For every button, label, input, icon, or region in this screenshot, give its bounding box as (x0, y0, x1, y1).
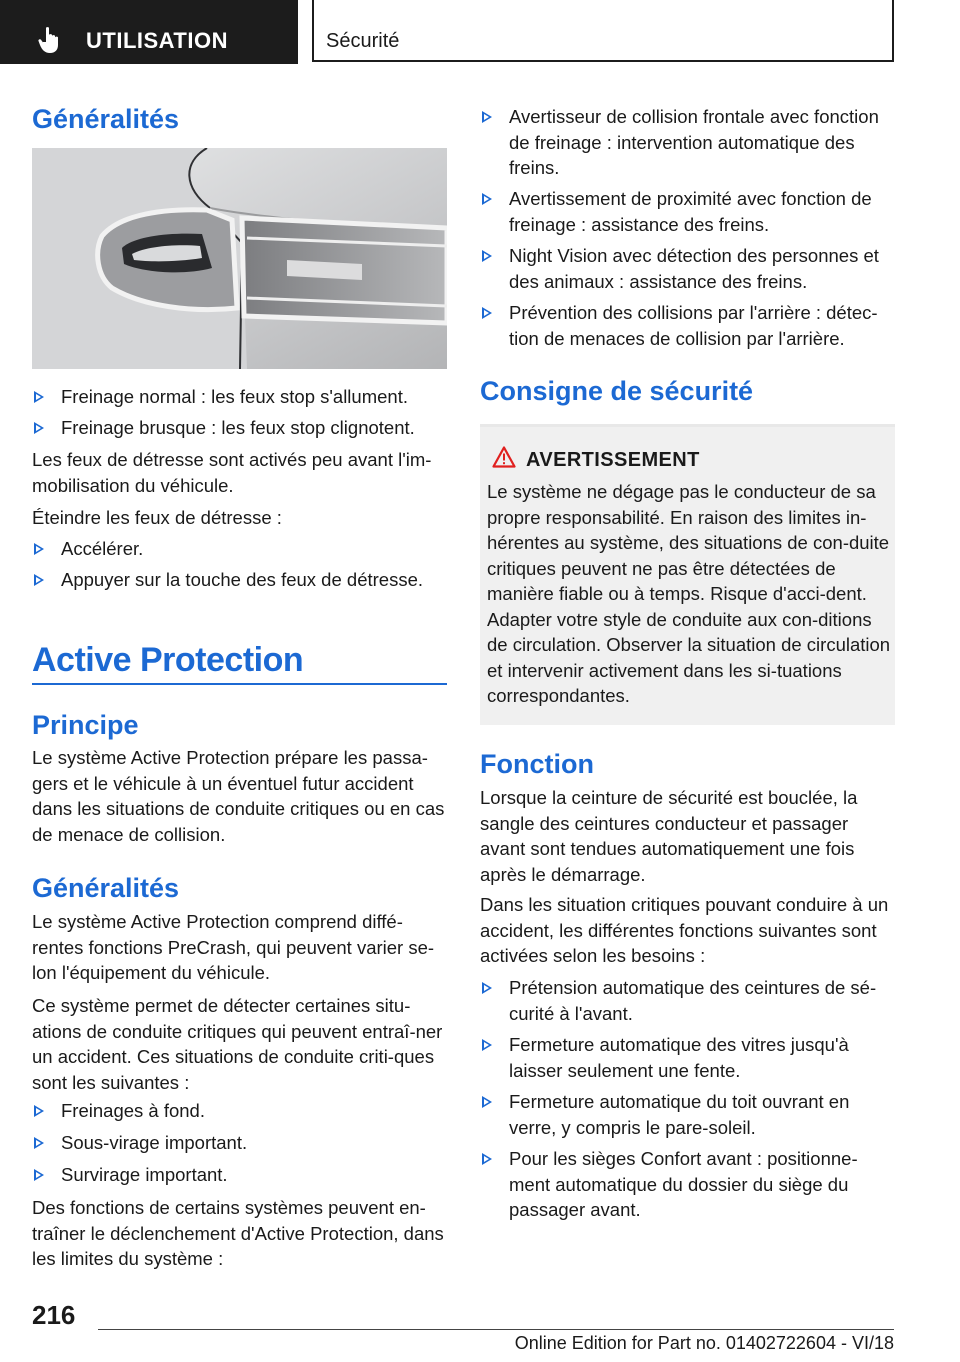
list-item (480, 1089, 895, 1140)
footer-divider (98, 1329, 894, 1330)
list-item-text: Appuyer sur la touche des feux de détresse. (61, 569, 423, 590)
generalites-heading: Généralités (32, 104, 180, 134)
list-item (32, 536, 447, 562)
section-header (312, 0, 894, 62)
paragraph: Éteindre les feux de détresse : (32, 507, 282, 528)
list-item (480, 300, 895, 351)
chapter-label: UTILISATION (86, 28, 228, 53)
fonction-heading: Fonction (480, 749, 594, 779)
list-item (480, 975, 895, 1026)
list-item-text: Freinage brusque : les feux stop clignotent. (61, 417, 415, 438)
list-item (32, 1098, 447, 1124)
bullet-triangle-icon (34, 1169, 44, 1181)
bullet-triangle-icon (482, 307, 492, 319)
section-label: Sécurité (326, 30, 400, 52)
warning-title: AVERTISSEMENT (526, 449, 700, 471)
paragraph: Des fonctions de certains systèmes peuvent en-traîner le déclenchement d'Active Protection, dans les limites du système : (32, 1197, 444, 1269)
chapter-tab[interactable] (0, 0, 298, 64)
paragraph: Les feux de détresse sont activés peu avant l'im-mobilisation du véhicule. (32, 449, 432, 496)
list-item (32, 1130, 447, 1156)
warning-triangle-icon (492, 446, 516, 468)
paragraph: Dans les situation critiques pouvant conduire à un accident, les différentes fonctions suivantes sont activées selon les besoins : (480, 894, 889, 966)
bullet-triangle-icon (34, 574, 44, 586)
generalites2-heading: Généralités (32, 873, 180, 903)
list-item (32, 567, 447, 593)
list-item (32, 1162, 447, 1188)
list-item-text: Fermeture automatique des vitres jusqu'à laisser seulement une fente. (509, 1034, 849, 1081)
bullet-triangle-icon (34, 422, 44, 434)
paragraph: Lorsque la ceinture de sécurité est bouclée, la sangle des ceintures conducteur et passager avant sont tendues automatiquement une fois après le démarrage. (480, 787, 858, 885)
bullet-triangle-icon (482, 1039, 492, 1051)
consigne-heading: Consigne de sécurité (480, 376, 754, 406)
list-item-text: Night Vision avec détection des personnes et des animaux : assistance des freins. (509, 245, 879, 292)
list-item-text: Freinage normal : les feux stop s'allument. (61, 386, 408, 407)
list-item-text: Avertisseur de collision frontale avec fonction de freinage : intervention automatique des freins. (509, 106, 879, 178)
list-item (480, 186, 895, 237)
list-item-text: Freinages à fond. (61, 1100, 205, 1121)
paragraph: Ce système permet de détecter certaines situ-ations de conduite critiques qui peuvent entraî-ner un accident. Ces situations de conduite criti-ques sont les suivantes : (32, 995, 443, 1093)
taillight-illustration (32, 148, 447, 369)
bullet-triangle-icon (34, 543, 44, 555)
bullet-triangle-icon (482, 1096, 492, 1108)
bullet-triangle-icon (482, 982, 492, 994)
page-number: 216 (32, 1300, 76, 1330)
list-item-text: Pour les sièges Confort avant : positionne-ment automatique du dossier du siège du passager avant. (509, 1148, 858, 1220)
list-item-text: Avertissement de proximité avec fonction de freinage : assistance des freins. (509, 188, 872, 235)
bullet-triangle-icon (482, 250, 492, 262)
principe-heading: Principe (32, 710, 139, 740)
list-item (480, 1146, 895, 1223)
paragraph: Le système Active Protection prépare les passa-gers et le véhicule à un éventuel futur accident dans les situations de conduite critiques ou en cas de menace de collision. (32, 747, 445, 845)
list-item (480, 243, 895, 294)
list-item (480, 104, 895, 181)
list-item-text: Prévention des collisions par l'arrière : détec-tion de menaces de collision par l'arrière. (509, 302, 878, 349)
bullet-triangle-icon (482, 1153, 492, 1165)
list-item-text: Fermeture automatique du toit ouvrant en verre, y compris le pare-soleil. (509, 1091, 850, 1138)
warning-box (480, 424, 895, 725)
active-protection-title: Active Protection (32, 641, 304, 679)
bullet-triangle-icon (34, 391, 44, 403)
bullet-triangle-icon (482, 193, 492, 205)
bullet-triangle-icon (482, 111, 492, 123)
list-item-text: Prétension automatique des ceintures de sé-curité à l'avant. (509, 977, 877, 1024)
bullet-triangle-icon (34, 1105, 44, 1117)
edition-text: Online Edition for Part no. 01402722604 - VI/18 (514, 1333, 894, 1353)
paragraph: Le système Active Protection comprend diffé-rentes fonctions PreCrash, qui peuvent varier se-lon l'équipement du véhicule. (32, 911, 435, 983)
bullet-triangle-icon (34, 1137, 44, 1149)
list-item-text: Accélérer. (61, 538, 144, 559)
list-item (32, 384, 447, 410)
car-taillight-photo (32, 148, 447, 369)
list-item (32, 415, 447, 441)
list-item-text: Sous-virage important. (61, 1132, 248, 1153)
title-divider (32, 683, 447, 685)
list-item (480, 1032, 895, 1083)
hand-pointer-icon (38, 26, 64, 54)
warning-text: Le système ne dégage pas le conducteur de sa propre responsabilité. En raison des limites in-hérentes au système, des situations de con-duite critiques peuvent ne pas être détectées de manière fiable ou à temps. Risque d'acci-dent. Adapter votre style de conduite aux con-ditions de circulation. Observer la situation de circulation et intervenir activement dans les si-tuations correspondantes. (487, 481, 891, 706)
list-item-text: Survirage important. (61, 1164, 228, 1185)
